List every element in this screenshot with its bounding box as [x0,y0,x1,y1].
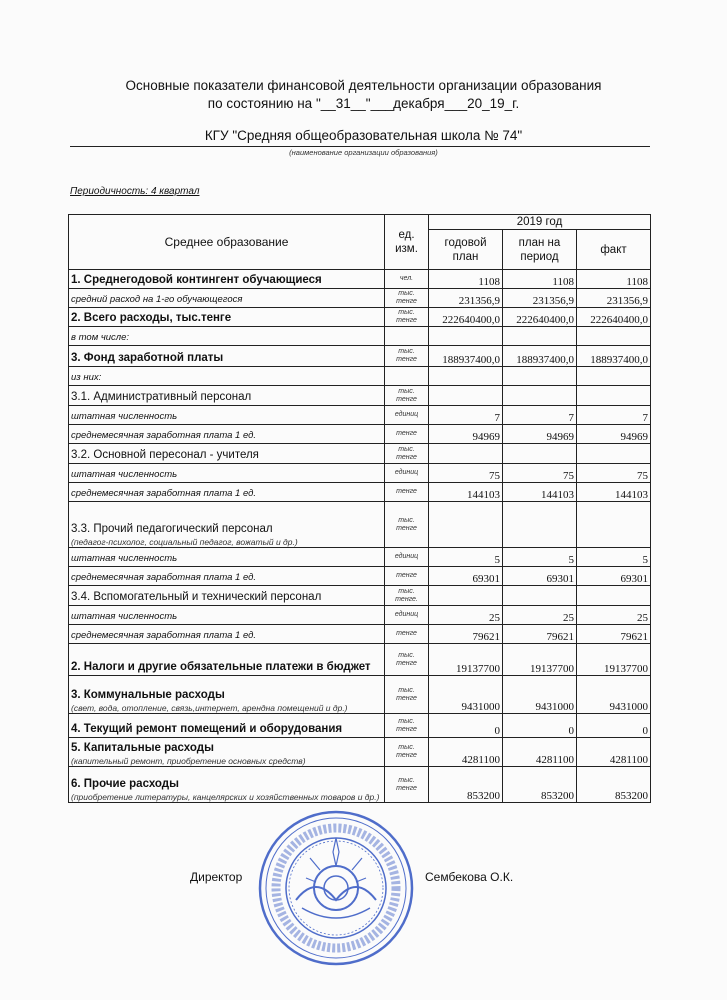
row-label: 3.1. Административный персонал [71,391,252,403]
row-unit: тенге [385,567,429,586]
row-period-value [503,367,577,386]
row-unit [385,327,429,346]
row-label-cell [69,567,385,586]
table-row [69,464,651,483]
row-plan-value: 9431000 [429,676,503,714]
table-row [69,502,651,548]
row-fact-value: 9431000 [577,676,651,714]
table-row [69,289,651,308]
row-fact-value [577,444,651,464]
row-label-cell [69,502,385,548]
table-row [69,676,651,714]
row-label-cell [69,586,385,606]
row-label-cell [69,406,385,425]
row-plan-value: 1108 [429,270,503,289]
row-label: 3.4. Вспомогательный и технический персонал [71,591,322,603]
row-unit: тенге [385,425,429,444]
table-row [69,548,651,567]
row-label: среднемесячная заработная плата 1 ед. [71,488,257,499]
director-label: Директор [190,870,243,884]
row-label: штатная численность [71,411,178,422]
row-label: 5. Капитальные расходы [71,742,214,754]
row-period-value: 5 [503,548,577,567]
row-period-value [503,502,577,548]
row-label-cell [69,738,385,767]
row-label: в том числе: [71,332,130,343]
row-label-cell [69,606,385,625]
row-fact-value: 69301 [577,567,651,586]
row-plan-value: 144103 [429,483,503,502]
row-label-cell [69,346,385,367]
row-unit: единиц [385,464,429,483]
table-row [69,327,651,346]
table-row [69,738,651,767]
row-label-cell [69,270,385,289]
row-label: из них: [71,372,102,383]
row-fact-value: 222640400,0 [577,308,651,327]
row-fact-value [577,502,651,548]
row-plan-value: 188937400,0 [429,346,503,367]
report-title-line2: по состоянию на "__31__"___декабря___20_19_г. [207,96,520,111]
row-period-value: 231356,9 [503,289,577,308]
row-period-value: 4281100 [503,738,577,767]
row-plan-value [429,327,503,346]
row-unit: тенге [385,483,429,502]
row-label: штатная численность [71,553,178,564]
row-plan-value: 69301 [429,567,503,586]
row-plan-value: 7 [429,406,503,425]
row-label-cell [69,327,385,346]
table-row [69,567,651,586]
row-label-cell [69,483,385,502]
row-label-cell [69,367,385,386]
row-fact-value: 4281100 [577,738,651,767]
row-unit: тыс. тенге [385,502,429,548]
row-period-value: 79621 [503,625,577,644]
row-sublabel: (приобретение литературы, канцелярских и хозяйственных товаров и др.) [71,792,380,802]
table-row [69,714,651,738]
row-label-cell [69,425,385,444]
table-row [69,644,651,676]
row-unit: тыс. тенге [385,738,429,767]
organization-underline [70,146,650,147]
col-plan-header: годовой план [429,230,503,270]
row-period-value [503,444,577,464]
round-state-seal-icon [256,808,416,968]
row-plan-value [429,386,503,406]
periodicity: Периодичность: 4 квартал [70,186,200,197]
report-title-line1: Основные показатели финансовой деятельности организации образования [125,78,602,93]
row-plan-value: 75 [429,464,503,483]
col-year-header: 2019 год [429,215,651,230]
row-period-value [503,386,577,406]
row-label-cell [69,548,385,567]
row-unit: тыс. тенге [385,308,429,327]
row-label: 1. Среднегодовой контингент обучающиеся [71,274,322,286]
table-row [69,425,651,444]
table-row [69,586,651,606]
organization-name: КГУ "Средняя общеобразовательная школа № 74" [204,128,523,143]
row-plan-value: 5 [429,548,503,567]
row-label: штатная численность [71,469,178,480]
row-label: 3. Коммунальные расходы [71,689,225,701]
organization-caption: (наименование организации образования) [289,148,438,157]
row-sublabel: (капительный ремонт, приобретение основных средств) [71,756,306,766]
table-row [69,386,651,406]
col-unit-header: ед. изм. [385,215,429,270]
row-unit: тыс. тенге [385,767,429,803]
row-label: 3. Фонд заработной платы [71,352,224,364]
table-row [69,270,651,289]
row-plan-value: 94969 [429,425,503,444]
row-fact-value: 144103 [577,483,651,502]
row-label-cell [69,464,385,483]
row-plan-value: 19137700 [429,644,503,676]
row-fact-value: 7 [577,406,651,425]
row-fact-value [577,327,651,346]
row-plan-value: 222640400,0 [429,308,503,327]
row-fact-value: 0 [577,714,651,738]
row-plan-value: 231356,9 [429,289,503,308]
table-row [69,625,651,644]
row-label: 2. Всего расходы, тыс.тенге [71,312,232,324]
row-unit: тыс. тенге. [385,586,429,606]
row-label: штатная численность [71,611,178,622]
row-fact-value: 79621 [577,625,651,644]
row-fact-value: 853200 [577,767,651,803]
row-label: 3.3. Прочий педагогический персонал [71,523,273,535]
row-unit: тенге [385,625,429,644]
row-fact-value [577,586,651,606]
row-sublabel: (педагог-психолог, социальный педагог, вожатый и др.) [71,537,298,547]
row-fact-value [577,367,651,386]
row-fact-value: 19137700 [577,644,651,676]
row-plan-value: 853200 [429,767,503,803]
row-fact-value [577,386,651,406]
row-unit: тыс. тенге [385,714,429,738]
row-unit: чел. [385,270,429,289]
row-plan-value [429,586,503,606]
row-label-cell [69,289,385,308]
table-row [69,346,651,367]
row-plan-value [429,502,503,548]
row-plan-value: 0 [429,714,503,738]
row-label-cell [69,444,385,464]
col-fact-header: факт [577,230,651,270]
table-body [69,270,651,803]
row-label: среднемесячная заработная плата 1 ед. [71,630,257,641]
row-period-value: 222640400,0 [503,308,577,327]
row-period-value [503,327,577,346]
row-label-cell [69,625,385,644]
row-label: 4. Текущий ремонт помещений и оборудования [71,723,343,735]
row-label: среднемесячная заработная плата 1 ед. [71,430,257,441]
row-period-value: 0 [503,714,577,738]
row-period-value: 144103 [503,483,577,502]
table-row [69,406,651,425]
row-period-value: 19137700 [503,644,577,676]
row-unit: тыс. тенге [385,386,429,406]
row-fact-value: 75 [577,464,651,483]
row-fact-value: 25 [577,606,651,625]
financial-table [68,214,651,803]
row-label-cell [69,386,385,406]
col-main-header: Среднее образование [69,215,385,270]
row-unit: единиц [385,606,429,625]
table-row [69,367,651,386]
director-name: Сембекова О.К. [425,870,514,884]
row-fact-value: 94969 [577,425,651,444]
row-fact-value: 231356,9 [577,289,651,308]
row-label-cell [69,714,385,738]
row-period-value: 69301 [503,567,577,586]
row-label-cell [69,676,385,714]
row-period-value: 9431000 [503,676,577,714]
row-unit: тыс. тенге [385,444,429,464]
table-row [69,606,651,625]
table-row [69,308,651,327]
row-fact-value: 188937400,0 [577,346,651,367]
row-unit [385,367,429,386]
row-unit: тыс. тенге [385,289,429,308]
row-label-cell [69,767,385,803]
row-label-cell [69,308,385,327]
table-row [69,444,651,464]
row-plan-value: 25 [429,606,503,625]
row-label: 6. Прочие расходы [71,778,179,790]
row-period-value: 94969 [503,425,577,444]
row-plan-value: 4281100 [429,738,503,767]
row-unit: единиц [385,548,429,567]
row-period-value: 188937400,0 [503,346,577,367]
row-label: 2. Налоги и другие обязательные платежи в бюджет [71,661,371,673]
row-unit: тыс. тенге [385,644,429,676]
row-fact-value: 5 [577,548,651,567]
row-plan-value [429,444,503,464]
row-fact-value: 1108 [577,270,651,289]
row-label: среднемесячная заработная плата 1 ед. [71,572,257,583]
row-label: средний расход на 1-го обучающегося [71,294,243,305]
table-row [69,767,651,803]
table-row [69,483,651,502]
row-plan-value: 79621 [429,625,503,644]
row-sublabel: (свет, вода, отопление, связь,интернет, арендна помещений и др.) [71,703,348,713]
row-period-value: 7 [503,406,577,425]
row-label-cell [69,644,385,676]
row-period-value [503,586,577,606]
row-period-value: 75 [503,464,577,483]
row-period-value: 853200 [503,767,577,803]
col-period-header: план на период [503,230,577,270]
row-period-value: 25 [503,606,577,625]
row-period-value: 1108 [503,270,577,289]
row-unit: тыс. тенге [385,346,429,367]
row-unit: тыс. тенге [385,676,429,714]
row-plan-value [429,367,503,386]
row-label: 3.2. Основной пересонал - учителя [71,449,259,461]
row-unit: единиц [385,406,429,425]
